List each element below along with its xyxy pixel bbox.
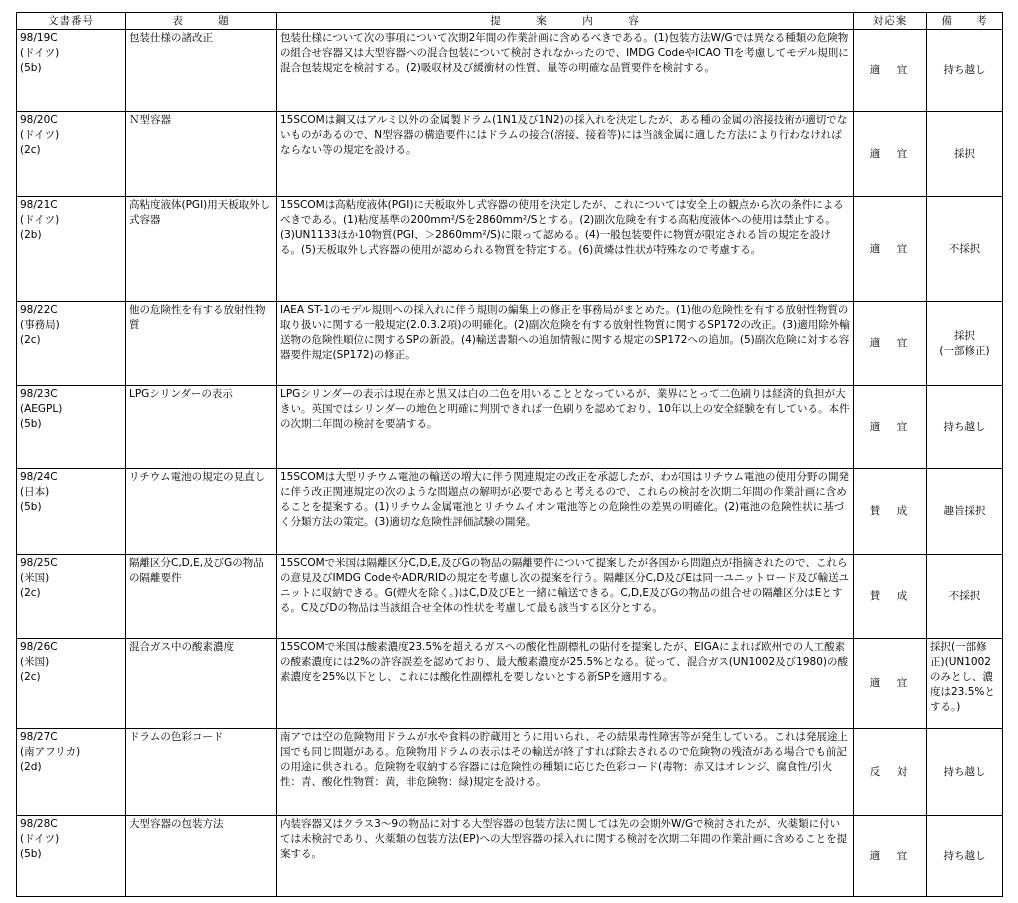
remarks-cell	[927, 555, 1003, 639]
response-cell: 適 宜	[854, 816, 927, 897]
response-cell: 反 対	[854, 729, 927, 816]
remarks-cell	[927, 729, 1003, 816]
no-line: (南アフリカ)	[20, 746, 81, 758]
table-row	[17, 555, 1003, 639]
proposal-cell: 15SCOMで米国は酸素濃度23.5%を超えるガスへの酸化性副標札の貼付を提案したが、EIGAによれば欧州での人工酸素の酸素濃度には2%の許容誤差を認めており、最大酸素濃度が25.5%となる。従って、混合ガス(UN1002及び1980)の酸素濃度を25%以下とし、これには酸化性副標札を要しないとする新SPを適用する。	[277, 639, 854, 729]
title-text: 隔離区分C,D,E,及びGの物品の隔離要件	[129, 557, 264, 584]
response-cell: 適 宜	[854, 639, 927, 729]
remarks-text: 不採択	[948, 590, 981, 602]
doc-number-cell	[17, 469, 126, 555]
remarks-text: 持ち越し	[943, 765, 986, 778]
title-text: 混合ガス中の酸素濃度	[129, 641, 234, 653]
no-line: (2c)	[20, 587, 41, 599]
header-doc-number: 文書番号	[17, 13, 126, 30]
table-row	[17, 112, 1003, 197]
doc-number-cell	[17, 197, 126, 302]
no-line: 98/24C	[20, 471, 58, 483]
title-text: ドラムの色彩コード	[129, 731, 224, 743]
proposal-cell: 包装仕様について次の事項について次期2年間の作業計画に含めるべきである。(1)包装方法W/Gでは異なる種類の危険物の組合せ容器又は大型容器への混合包装について検討されなかったので、IMDG CodeやICAO TIを考慮してモデル規則に混合包装規定を検討する。(2)吸収材及び緩衝材の性質、量等の明確な品質要件を検討する。	[277, 30, 854, 112]
title-cell	[126, 816, 277, 897]
title-cell	[126, 30, 277, 112]
title-cell	[126, 302, 277, 386]
table-row	[17, 30, 1003, 112]
no-line: (米国)	[20, 572, 50, 584]
title-text: Ｎ型容器	[129, 114, 171, 126]
title-text: 他の危険性を有する放射性物質	[129, 304, 266, 331]
no-line: (ドイツ)	[20, 47, 60, 59]
proposal-table	[16, 12, 1003, 897]
doc-number-cell	[17, 386, 126, 469]
doc-number-cell	[17, 639, 126, 729]
remarks-text: 持ち越し	[943, 420, 986, 433]
title-text: リチウム電池の規定の見直し	[129, 471, 266, 483]
proposal-cell: 15SCOMは高粘度液体(PGⅠ)に天板取外し式容器の使用を決定したが、これについては安全上の観点から次の条件によるべきである。(1)粘度基準の200mm²/Sを2860mm²/Sとする。(2)副次危険を有する高粘度液体への使用は禁止する。(3)UN1133ほか10物質(PGⅠ、＞2860mm²/S)に限って認める。(4)一般包装要件に物質が限定される旨の規定を設ける。(5)天板取外し式容器の使用が認められる物質を特定する。(6)黄燐は性状が特殊なので考慮する。	[277, 197, 854, 302]
proposal-cell: 15SCOMは大型リチウム電池の輸送の増大に伴う関連規定の改正を承認したが、わが国はリチウム電池の使用分野の開発に伴う改正関連規定の次のような問題点の解明が必要であると考えるので、これらの検討を次期二年間の作業計画に含めることを提案する。(1)リチウム金属電池とリチウムイオン電池等との危険性の差異の明確化。(2)電池の危険性状に基づく分類方法の策定。(3)適切な危険性評価試験の開発。	[277, 469, 854, 555]
no-line: 98/21C	[20, 199, 58, 211]
no-line: 98/23C	[20, 388, 58, 400]
remarks-cell	[927, 386, 1003, 469]
no-line: (5b)	[20, 848, 42, 860]
no-line: (2c)	[20, 144, 41, 156]
no-line: (2c)	[20, 334, 41, 346]
remarks-text: (一部修正)	[939, 344, 990, 357]
title-text: 大型容器の包装方法	[129, 818, 224, 830]
table-row	[17, 729, 1003, 816]
no-line: 98/22C	[20, 304, 58, 316]
no-line: (ドイツ)	[20, 833, 60, 845]
remarks-cell	[927, 469, 1003, 555]
header-response: 対応案	[854, 13, 927, 30]
response-cell: 適 宜	[854, 30, 927, 112]
title-cell	[126, 197, 277, 302]
table-row	[17, 302, 1003, 386]
doc-number-cell	[17, 112, 126, 197]
no-line: (5b)	[20, 418, 42, 430]
remarks-text: 持ち越し	[943, 849, 986, 862]
response-cell: 適 宜	[854, 112, 927, 197]
title-cell	[126, 639, 277, 729]
remarks-text: 採択	[954, 147, 975, 160]
no-line: (2c)	[20, 671, 41, 683]
title-cell	[126, 112, 277, 197]
no-line: (米国)	[20, 656, 50, 668]
response-cell: 賛 成	[854, 469, 927, 555]
title-cell	[126, 729, 277, 816]
header-remarks: 備 考	[927, 13, 1003, 30]
remarks-cell	[927, 302, 1003, 386]
proposal-cell: 15SCOMは鋼又はアルミ以外の金属製ドラム(1N1及び1N2)の採入れを決定したが、ある種の金属の溶接技術が適切でないものがあるので、N型容器の構造要件にはドラムの接合(溶接、接着等)には当該金属に適した方法により行わなければならない等の規定を設ける。	[277, 112, 854, 197]
proposal-cell: 南アでは空の危険物用ドラムが水や食料の貯蔵用とうに用いられ、その結果毒性障害等が発生している。これは発展途上国でも同じ問題がある。危険物用ドラムの表示はその輸送が終了すれば除去されるので危険物の残渣がある場合でも前記の用途に供される。危険物を収納する容器には危険性の種類に応じた色彩コード(毒物：赤又はオレンジ、腐食性/引火性：青、酸化性物質：黄，非危険物：緑)規定を設ける。	[277, 729, 854, 816]
doc-number-cell	[17, 729, 126, 816]
remarks-text: 趣旨採択	[943, 505, 986, 517]
response-cell: 適 宜	[854, 386, 927, 469]
remarks-text: 採択(一部修正)(UN1002のみとし、濃度は23.5%とする。)	[930, 641, 995, 713]
proposal-cell: 内装容器又はクラス3〜9の物品に対する大型容器の包装方法に関しては先の会期外W/Gで検討されたが、火薬類に付いては未検討であり、火薬類の包装方法(EP)への大型容器の採入れに関する検討を次期二年間の作業計画に含めることを提案する。	[277, 816, 854, 897]
title-cell	[126, 469, 277, 555]
proposal-cell: IAEA ST-1のモデル規則への採入れに伴う規則の編集上の修正を事務局がまとめた。(1)他の危険性を有する放射性物質の取り扱いに関する一般規定(2.0.3.2項)の明確化。(2)副次危険を有する放射性物質に関するSP172の改正。(3)適用除外輸送物の危険性順位に関するSPの新設。(4)輸送書類への追加情報に関する規定のSP172への追加。(5)副次危険に対する容器要件規定(SP172)の修正。	[277, 302, 854, 386]
doc-number-cell	[17, 555, 126, 639]
no-line: 98/25C	[20, 557, 58, 569]
table-row	[17, 469, 1003, 555]
no-line: 98/28C	[20, 818, 58, 830]
no-line: (ドイツ)	[20, 129, 60, 141]
response-cell: 適 宜	[854, 197, 927, 302]
remarks-cell	[927, 197, 1003, 302]
table-row	[17, 197, 1003, 302]
no-line: 98/26C	[20, 641, 58, 653]
doc-number-cell	[17, 302, 126, 386]
no-line: 98/27C	[20, 731, 58, 743]
header-proposal: 提 案 内 容	[277, 13, 854, 30]
no-line: (5b)	[20, 62, 42, 74]
doc-number-cell	[17, 816, 126, 897]
proposal-cell: LPGシリンダーの表示は現在赤と黒又は白の二色を用いることとなっているが、業界にとって二色刷りは経済的負担が大きい。英国ではシリンダーの地色と明確に判別できれば一色刷りを認めており、10年以上の安全経験を有している。本件の次期二年間の検討を要請する。	[277, 386, 854, 469]
no-line: (事務局)	[20, 319, 60, 331]
no-line: 98/19C	[20, 32, 58, 44]
title-text: 包装仕様の諸改正	[129, 32, 213, 44]
no-line: (ドイツ)	[20, 214, 60, 226]
table-row	[17, 816, 1003, 897]
response-cell: 適 宜	[854, 302, 927, 386]
remarks-cell	[927, 30, 1003, 112]
no-line: (日本)	[20, 486, 50, 498]
proposal-cell: 15SCOMで米国は隔離区分C,D,E,及びGの物品の隔離要件について提案したが各国から問題点が指摘されたので、これらの意見及びIMDG CodeやADR/RIDの規定を考慮し次の提案を行う。隔離区分C,D及びEは同一ユニットロード及び輸送ユニットに収納できる。G(煙火を除く。)はC,D及びEと一緒に輸送できる。C,D,E及びGの物品の組合せの隔離区分はEとする。C及びDの物品は当該組合せ全体の性状を考慮して最も該当する区分とする。	[277, 555, 854, 639]
no-line: (5b)	[20, 501, 42, 513]
no-line: (AEGPL)	[20, 403, 63, 415]
remarks-text: 不採択	[948, 242, 981, 255]
title-cell	[126, 386, 277, 469]
no-line: 98/20C	[20, 114, 58, 126]
table-row	[17, 386, 1003, 469]
title-cell	[126, 555, 277, 639]
header-row	[17, 13, 1003, 30]
remarks-text: 採択	[954, 329, 975, 342]
remarks-cell	[927, 816, 1003, 897]
table-row	[17, 639, 1003, 729]
header-title: 表 題	[126, 13, 277, 30]
no-line: (2d)	[20, 761, 42, 773]
title-text: LPGシリンダーの表示	[129, 388, 233, 400]
no-line: (2b)	[20, 229, 42, 241]
response-cell: 賛 成	[854, 555, 927, 639]
remarks-cell	[927, 639, 1003, 729]
remarks-cell	[927, 112, 1003, 197]
remarks-text: 持ち越し	[943, 64, 986, 76]
title-text: 高粘度液体(PGⅠ)用天板取外し式容器	[129, 199, 271, 226]
doc-number-cell	[17, 30, 126, 112]
